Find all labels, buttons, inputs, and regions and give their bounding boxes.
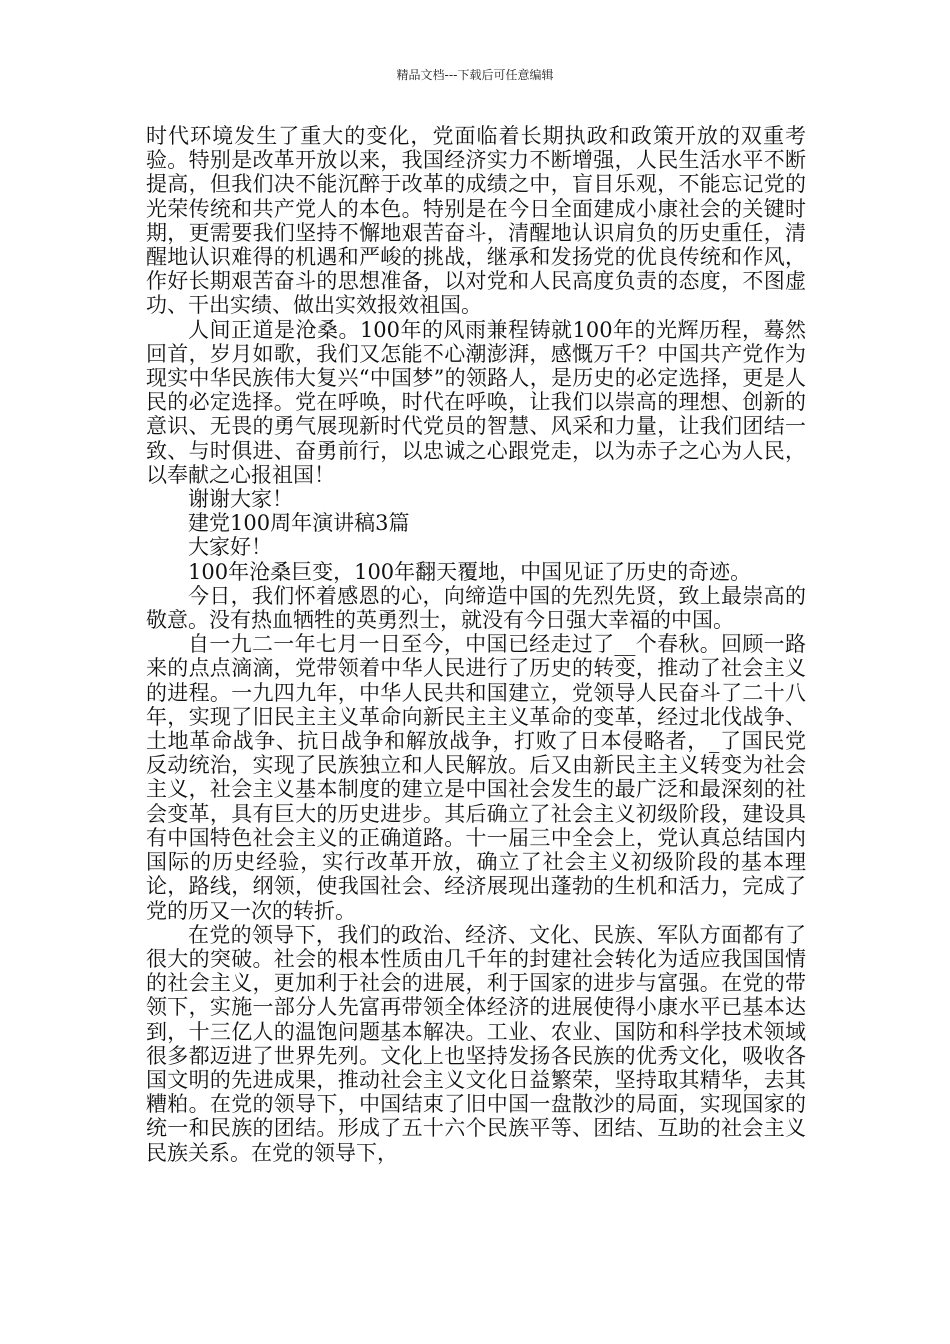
page-header: 精品文档---下载后可任意编辑 — [396, 68, 554, 82]
paragraph-4: 今日，我们怀着感恩的心，向缔造中国的先烈先贤，致上最崇高的敬意。没有热血牺牲的英勇烈士，就没有今日强大幸福的中国。 — [146, 583, 806, 633]
section-title: 建党100周年演讲稿3篇 — [188, 511, 410, 536]
paragraph-5: 自一九二一年七月一日至今，中国已经走过了__个春秋。回顾一路来的点点滴滴，党带领着中华人民进行了历史的转变，推动了社会主义的进程。一九四九年，中华人民共和国建立，党领导人民奋斗了二十八年，实现了旧民主主义革命向新民主主义革命的变革，经过北伐战争、土地革命战争、抗日战争和解放战争，打败了日本侵略者，_了国民党反动统治，实现了民族独立和人民解放。后又由新民主主义转变为社会主义，社会主义基本制度的建立是中国社会发生的最广泛和最深刻的社会变革，具有巨大的历史进步。其后确立了社会主义初级阶段，建设具有中国特色社会主义的正确道路。十一届三中全会上，党认真总结国内国际的历史经验，实行改革开放，确立了社会主义初级阶段的基本理论，路线，纲领，使我国社会、经济展现出蓬勃的生机和活力，完成了党的历又一次的转折。 — [146, 632, 806, 923]
document-body — [146, 124, 806, 1165]
paragraph-1: 时代环境发生了重大的变化，党面临着长期执政和政策开放的双重考验。特别是改革开放以来，我国经济实力不断增强，人民生活水平不断提高，但我们决不能沉醉于改革的成绩之中，盲目乐观，不能忘记党的光荣传统和共产党人的本色。特别是在今日全面建成小康社会的关键时期，更需要我们坚持不懈地艰苦奋斗，清醒地认识肩负的历史重任，清醒地认识难得的机遇和严峻的挑战，继承和发扬党的优良传统和作风，作好长期艰苦奋斗的思想准备，以对党和人民高度负责的态度，不图虚功、干出实绩、做出实效报效祖国。 — [146, 124, 806, 318]
paragraph-2: 人间正道是沧桑。100年的风雨兼程铸就100年的光辉历程，蓦然回首，岁月如歌，我们又怎能不心潮澎湃，感慨万千？中国共产党作为现实中华民族伟大复兴“中国梦”的领路人，是历史的必定选择，更是人民的必定选择。党在呼唤，时代在呼唤，让我们以崇高的理想、创新的意识、无畏的勇气展现新时代党员的智慧、风采和力量，让我们团结一致、与时俱进、奋勇前行，以忠诚之心跟党走，以为赤子之心为人民，以奉献之心报祖国！ — [146, 317, 806, 487]
paragraph-3: 100年沧桑巨变，100年翻天覆地，中国见证了历史的奇迹。 — [188, 559, 752, 584]
paragraph-greeting: 大家好！ — [188, 535, 272, 560]
paragraph-thanks: 谢谢大家！ — [188, 487, 293, 512]
paragraph-6: 在党的领导下，我们的政治、经济、文化、民族、军队方面都有了很大的突破。社会的根本性质由几千年的封建社会转化为适应我国国情的社会主义，更加利于社会的进展，利于国家的进步与富强。在党的带领下，实施一部分人先富再带领全体经济的进展使得小康水平已基本达到，十三亿人的温饱问题基本解决。工业、农业、国防和科学技术领域很多都迈进了世界先列。文化上也坚持发扬各民族的优秀文化，吸收各国文明的先进成果，推动社会主义文化日益繁荣，坚持取其精华，去其糟粕。在党的领导下，中国结束了旧中国一盘散沙的局面，实现国家的统一和民族的团结。形成了五十六个民族平等、团结、互助的社会主义民族关系。在党的领导下， — [146, 922, 806, 1165]
